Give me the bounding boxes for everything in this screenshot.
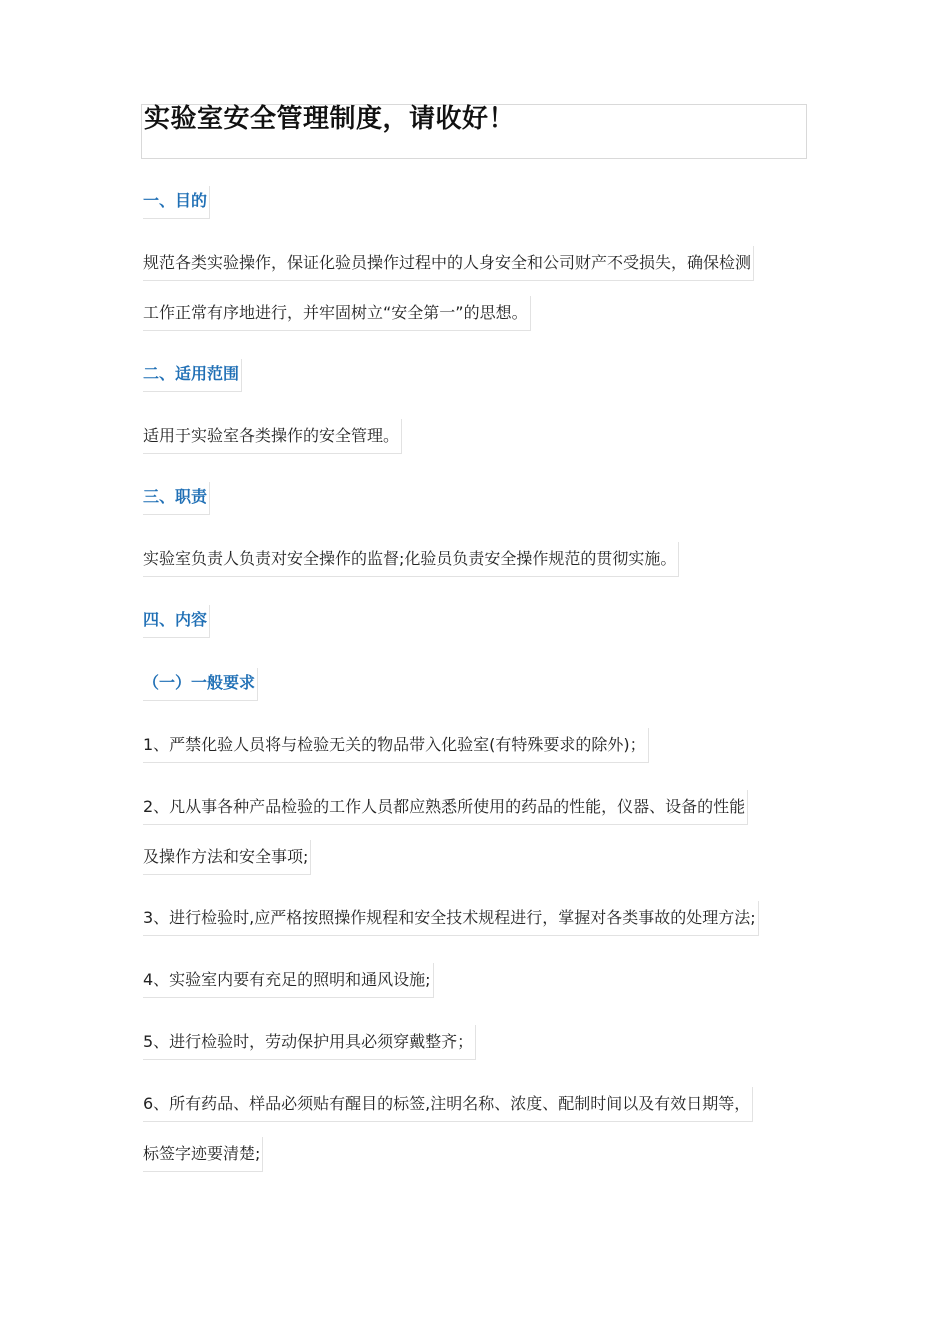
document-title: 实验室安全管理制度，请收好！ <box>144 104 516 134</box>
paragraph-line: 规范各类实验操作，保证化验员操作过程中的人身安全和公司财产不受损失，确保检测 <box>143 246 754 281</box>
list-item: 1、严禁化验人员将与检验无关的物品带入化验室(有特殊要求的除外)； <box>143 728 649 763</box>
list-item: 标签字迹要清楚; <box>143 1137 263 1172</box>
list-item: 及操作方法和安全事项; <box>143 840 311 875</box>
paragraph-line: 适用于实验室各类操作的安全管理。 <box>143 419 402 454</box>
subsection-heading-general: （一）一般要求 <box>143 668 258 701</box>
paragraph-line: 实验室负责人负责对安全操作的监督;化验员负责安全操作规范的贯彻实施。 <box>143 542 679 577</box>
section-heading-duties: 三、职责 <box>143 482 210 515</box>
paragraph-line: 工作正常有序地进行，并牢固树立“安全第一”的思想。 <box>143 296 531 331</box>
section-heading-content: 四、内容 <box>143 605 210 638</box>
section-heading-purpose: 一、目的 <box>143 186 210 219</box>
list-item: 3、进行检验时,应严格按照操作规程和安全技术规程进行，掌握对各类事故的处理方法; <box>143 901 759 936</box>
section-heading-scope: 二、适用范围 <box>143 359 242 392</box>
list-item: 5、进行检验时，劳动保护用具必须穿戴整齐； <box>143 1025 476 1060</box>
list-item: 2、凡从事各种产品检验的工作人员都应熟悉所使用的药品的性能，仪器、设备的性能 <box>143 790 748 825</box>
list-item: 6、所有药品、样品必须贴有醒目的标签,注明名称、浓度、配制时间以及有效日期等， <box>143 1087 753 1122</box>
list-item: 4、实验室内要有充足的照明和通风设施; <box>143 963 434 998</box>
